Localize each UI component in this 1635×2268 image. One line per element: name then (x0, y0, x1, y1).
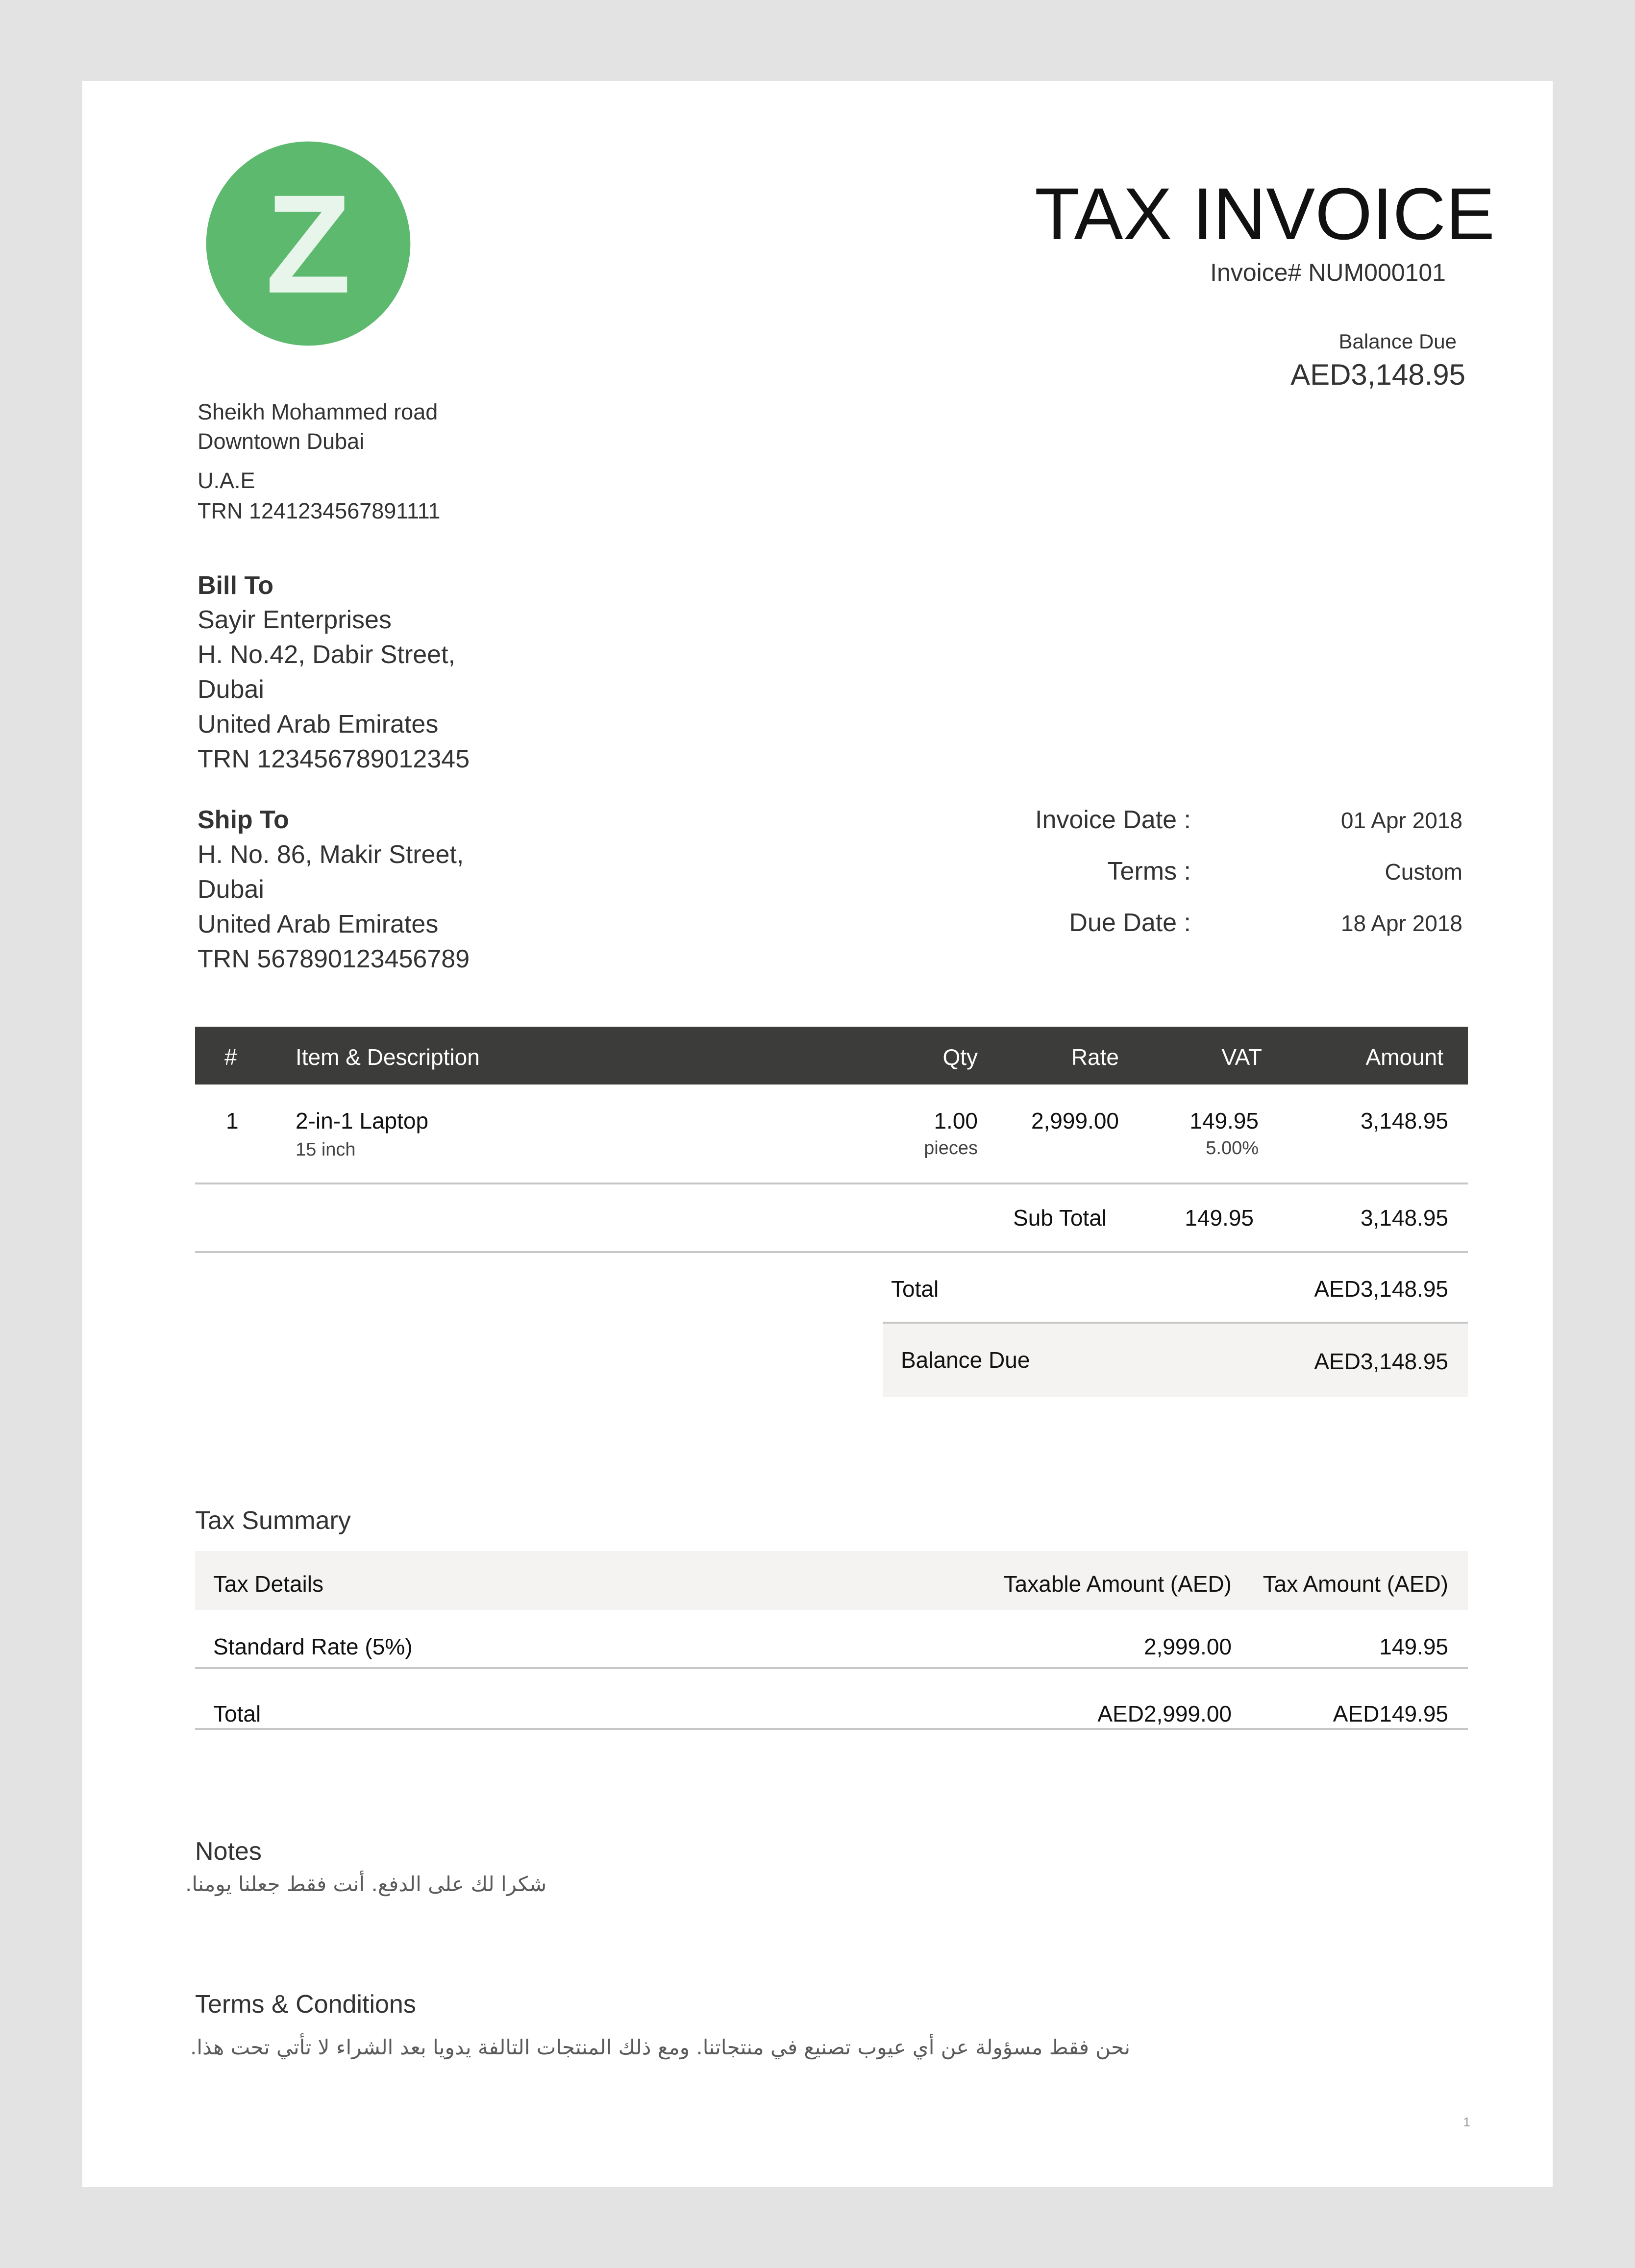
balance-due-total-value: AED3,148.95 (1314, 1349, 1448, 1374)
tax-row-details: Standard Rate (5%) (213, 1634, 413, 1659)
balance-due-label: Balance Due (1338, 330, 1457, 353)
tax-col-tax: Tax Amount (AED) (1263, 1571, 1448, 1597)
ship-to-trn: TRN 567890123456789 (198, 945, 470, 973)
invoice-number: Invoice# NUM000101 (1210, 259, 1446, 286)
tax-col-details: Tax Details (213, 1571, 323, 1597)
invoice-date-value: 01 Apr 2018 (1340, 808, 1462, 833)
row-num: 1 (226, 1108, 239, 1134)
due-date-value: 18 Apr 2018 (1340, 911, 1462, 936)
tax-row-taxable: 2,999.00 (1143, 1634, 1232, 1659)
bill-to-line: Sayir Enterprises (198, 606, 392, 634)
balance-due-amount: AED3,148.95 (1290, 358, 1465, 391)
subtotal-vat: 149.95 (1185, 1205, 1254, 1231)
company-logo (202, 137, 415, 350)
tax-col-taxable: Taxable Amount (AED) (1003, 1571, 1232, 1597)
bill-to-line: Dubai (198, 675, 264, 704)
row-item-desc: 15 inch (296, 1139, 356, 1160)
ship-to-line: Dubai (198, 875, 264, 904)
tax-row-tax: 149.95 (1379, 1634, 1448, 1659)
col-header-amount: Amount (1365, 1044, 1443, 1070)
invoice-page (82, 81, 1553, 2187)
subtotal-amount: 3,148.95 (1360, 1205, 1448, 1231)
ship-to-line: United Arab Emirates (198, 910, 439, 938)
terms-conditions-title: Terms & Conditions (195, 1990, 416, 2019)
address-line: Sheikh Mohammed road (198, 399, 438, 424)
tax-total-tax: AED149.95 (1333, 1701, 1448, 1726)
tax-total-taxable: AED2,999.00 (1097, 1701, 1232, 1726)
terms-label: Terms : (1107, 857, 1191, 886)
bill-to-trn: TRN 123456789012345 (198, 745, 470, 773)
items-table-header (195, 1027, 1468, 1085)
row-vat: 149.95 (1189, 1108, 1259, 1134)
balance-due-total-label: Balance Due (901, 1347, 1030, 1373)
col-header-num: # (224, 1044, 237, 1070)
address-line: U.A.E (198, 468, 255, 493)
invoice-date-label: Invoice Date : (1035, 806, 1191, 834)
total-label: Total (891, 1276, 939, 1302)
company-trn: TRN 1241234567891111 (198, 498, 441, 523)
col-header-qty: Qty (942, 1044, 978, 1070)
address-line: Downtown Dubai (198, 429, 365, 454)
notes-title: Notes (195, 1837, 262, 1866)
logo-letter: Z (265, 165, 351, 322)
terms-conditions-text: نحن فقط مسؤولة عن أي عيوب تصنيع في منتجاتنا. ومع ذلك المنتجات التالفة يدويا بعد الشراء لا تأتي تحت هذا. (190, 2035, 1131, 2059)
bill-to-line: United Arab Emirates (198, 710, 439, 739)
subtotal-label: Sub Total (1013, 1205, 1107, 1231)
row-vat-rate: 5.00% (1206, 1138, 1259, 1159)
subtotal-divider (195, 1251, 1468, 1253)
ship-to-line: H. No. 86, Makir Street, (198, 840, 464, 869)
due-date-label: Due Date : (1069, 909, 1191, 937)
col-header-rate: Rate (1071, 1044, 1119, 1070)
terms-value: Custom (1385, 859, 1462, 885)
tax-summary-title: Tax Summary (195, 1506, 351, 1535)
bill-to-line: H. No.42, Dabir Street, (198, 641, 455, 669)
tax-row-divider (195, 1667, 1468, 1669)
row-unit: pieces (924, 1138, 978, 1159)
tax-total-divider (195, 1728, 1468, 1730)
bill-to-label: Bill To (198, 571, 274, 600)
row-divider (195, 1183, 1468, 1184)
tax-total-label: Total (213, 1701, 261, 1726)
row-item-name: 2-in-1 Laptop (296, 1108, 429, 1134)
row-qty: 1.00 (934, 1108, 978, 1134)
row-rate: 2,999.00 (1031, 1108, 1119, 1134)
notes-text: شكرا لك على الدفع. أنت فقط جعلنا يومنا. (185, 1872, 547, 1896)
ship-to-label: Ship To (198, 806, 289, 834)
row-amount: 3,148.95 (1360, 1108, 1448, 1134)
invoice-title: TAX INVOICE (1034, 173, 1495, 255)
col-header-vat: VAT (1221, 1044, 1262, 1070)
total-value: AED3,148.95 (1314, 1276, 1448, 1302)
page-number: 1 (1463, 2115, 1470, 2129)
col-header-item: Item & Description (296, 1044, 480, 1070)
